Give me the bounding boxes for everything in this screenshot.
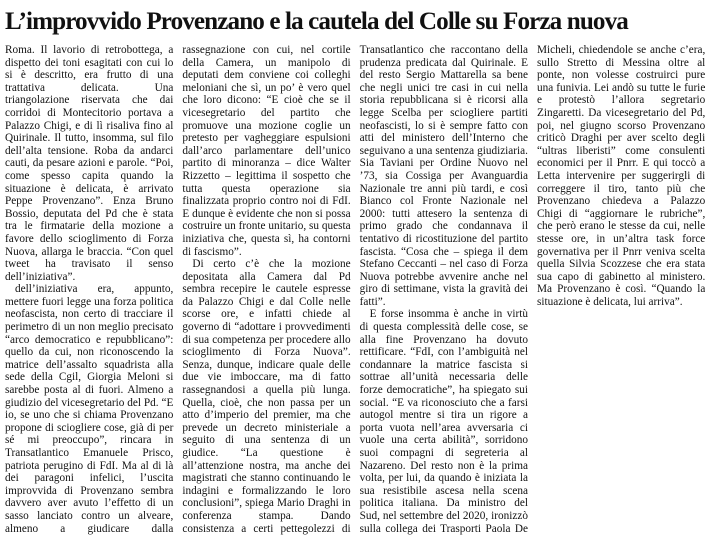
article-paragraph: Roma. Il lavorio di retrobottega, a dispetto dei toni esagitati con cui lo si è descritto, era frutto di una trattativa delicata. Una triangolazione riservata che dai corridoi di Montecitorio portava a Palazzo Chigi, e di lì risaliva fino al Quirinale. Il tutto, insomma, sul filo dell’alta tensione. Roba da andarci cauti, da pesare azioni e parole. “Poi, come spesso capita quando la situazione è delicata, è arrivato Peppe Provenzano”. Enza Bruno Bossio, deputata del Pd che è stata tra le firmatarie della mozione a favore dello scioglimento di Forza Nuova, allarga le braccia. “Con quel tweet ha travisato il senso dell’iniziativa”. <box>5 44 174 283</box>
article-paragraph: dell’iniziativa era, appunto, mettere fuori legge una forza politica neofascista, non certo di tracciare il perimetro di un non meglio precisato “arco democratico e repubblicano”: quello da cui, non riconoscendo la matrice dell’assalto squadrista alla sede della Cgil, Giorgia Meloni si sarebbe posta al di fuori. Almeno a giudizio del vicesegretario del Pd. “E io, se uno che si chiama Provenzano propone di sciogliere cose, già di per sé mi preoccupo”, rincara in Transatlantico Emanuele Prisco, patriota perugino di FdI. Ma al di là dei paragoni infelici, l’uscita improvvida di Provenzano sembra davvero aver avuto l’effetto di un sasso lanciato contro un alveare, almeno a giudicare dalla rassegnazione con cui, nel cortile della Camera, un manipolo di deputati dem conviene coi colleghi meloniani che sì, un po’ è vero quel che loro dicono: “E cioè che se il vicesegretario del partito che promuove una mozione coglie un pretesto per vagheggiare espulsioni dall’arco parlamentare dell’unico partito di minoranza – dice Walter Rizzetto – legittima il sospetto che tutta questa operazione sia finalizzata proprio contro noi di FdI. E dunque è evidente che non si possa costruire un fronte unitario, su questa iniziativa che, questa sì, ha contorni di fascismo”. <box>5 44 351 535</box>
article-headline: L’improvvido Provenzano e la cautela del Colle su Forza nuova <box>5 6 628 35</box>
article-paragraph: E forse insomma è anche in virtù di questa complessità delle cose, se alla fine Provenzano ha dovuto rettificare. “FdI, con l’ambiguità nel condannare la matrice fascista si sottrae all’unità necessaria delle forze democratiche”, ha spiegato sui social. “E va riconosciuto che a farsi autogol mentre si tira un rigore a porta vuota nell’area avversaria ci vuole una certa abilità”, sorridono suoi compagni di segreteria al Nazareno. Del resto non è la prima volta, per lui, da quando è iniziata la sua resistibile ascesa nella scena politica italiana. Da ministro del Sud, nel settembre del 2020, ironizzò sulla collega dei Trasporti Paola De Micheli, chiedendole se anche c’era, sullo Stretto di Messina oltre al ponte, non volesse costruirci pure una funivia. Lei andò su tutte le furie e protestò l’allora segretario Zingaretti. Da vicesegretario del Pd, poi, nel giugno scorso Provenzano criticò Draghi per aver scelto degli “ultras liberisti” come consulenti economici per il Pnrr. E qui toccò a Letta intervenire per suggerirgli di correggere il tiro, tanto più che Provenzano chiedeva a Palazzo Chigi di “aggiornare le rubriche”, che però erano le stesse da cui, nelle stesse ore, in un’altra task force governativa per il Pnrr veniva scelta quella Silvia Scozzese che era stata sua capo di gabinetto al ministero. Ma Provenzano è così. “Quando la situazione è delicata, lui arriva”. <box>359 44 705 535</box>
article-paragraph: Di certo c’è che la mozione depositata alla Camera dal Pd sembra recepire le cautele espresse da Palazzo Chigi e dal Colle nelle scorse ore, e infatti chiede al governo di “adottare i provvedimenti di sua competenza per procedere allo scioglimento di Forza Nuova”. Senza, dunque, indicare quale delle due vie imboccare, ma di fatto rassegnandosi a quella più lunga. Quella, cioè, che non passa per un atto d’imperio del premier, ma che prevede un decreto ministeriale a seguito di una sentenza di un giudice. “La questione è all’attenzione nostra, ma anche dei magistrati che stanno continuando le indagini e formalizzando le loro conclusioni”, spiega Mario Draghi in conferenza stampa. Dando consistenza a certi pettegolezzi di Transatlantico che raccontano della prudenza predicata dal Quirinale. E del resto Sergio Mattarella sa bene che negli unici tre casi in cui nella storia repubblicana si è ricorsi alla legge Scelba per sciogliere partiti neofascisti, lo si è sempre fatto con atti del ministero dell’Interno che seguivano a una sentenza giudiziaria. Sia Taviani per Ordine Nuovo nel ’73, sia Cossiga per Avanguardia Nazionale tre anni più tardi, e così Bianco col Fronte Nazionale nel 2000: tutti attesero la sentenza di primo grado che condannava il tentativo di ricostituzione del partito fascista. “Cosa che – spiega il dem Stefano Ceccanti – nel caso di Forza Nuova potrebbe avvenire anche nel giro di settimane, vista la gravità dei fatti”. <box>182 44 528 535</box>
article-body <box>5 44 705 538</box>
